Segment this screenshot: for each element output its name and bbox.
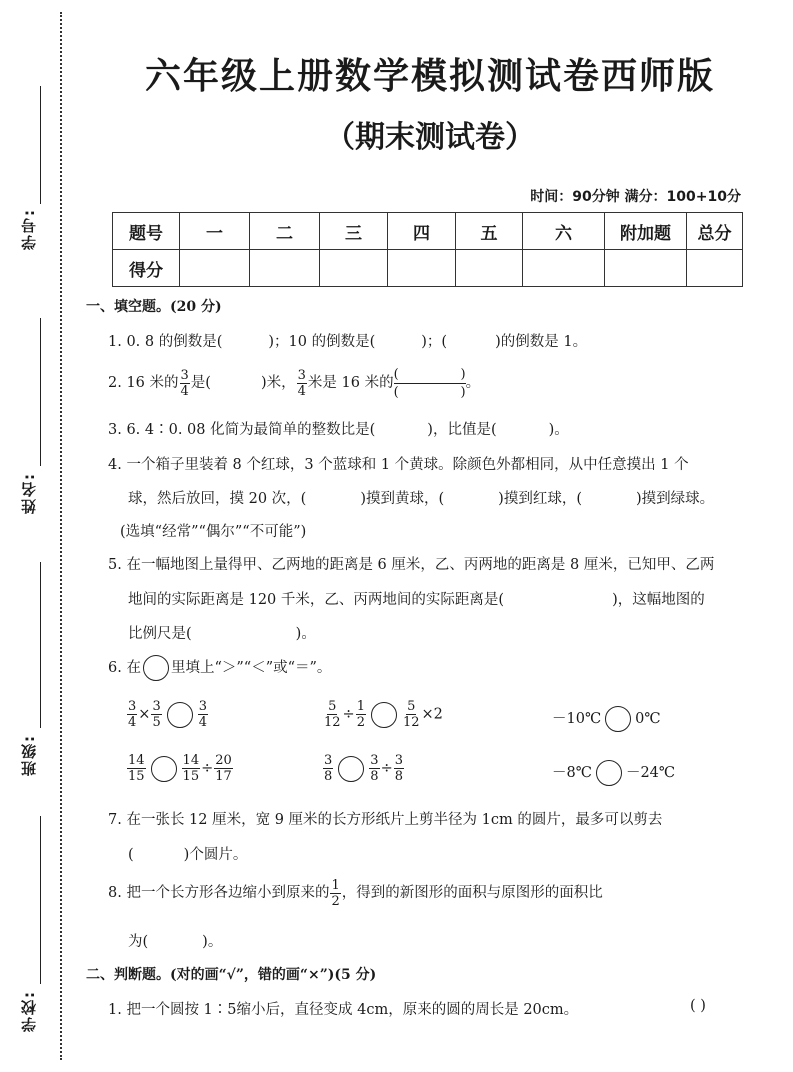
score-cell-5: 五 (456, 213, 523, 250)
q4-text-b: )摸到黄球，( (360, 491, 445, 507)
score-cell-bonus: 附加题 (605, 213, 687, 250)
score-input[interactable] (180, 250, 250, 287)
question-2 (108, 366, 480, 400)
question-5-line-1: 5. 在一幅地图上量得甲、乙两地的距离是 6 厘米，乙、丙两地的距离是 8 厘米，已知甲、乙两 (108, 557, 715, 573)
q8-text-d: )。 (202, 934, 223, 950)
score-cell-3: 三 (320, 213, 388, 250)
fraction: $\frac{1}{2}$ (331, 877, 340, 909)
q2-fraction-blank[interactable]: ( ) ( ) (393, 366, 466, 400)
score-row-label: 得分 (113, 250, 180, 287)
score-input[interactable] (605, 250, 687, 287)
compare-circle-input[interactable] (596, 760, 622, 786)
q1-text-b: )；10 的倒数是( (268, 334, 376, 350)
question-7-line-2 (128, 843, 247, 864)
score-input[interactable] (388, 250, 456, 287)
q6-item-1: $\frac{3}{4}$ × $\frac{3}{5}$ $\frac{3}{4}$ (128, 699, 207, 730)
question-6 (108, 654, 331, 682)
q8-text-a: 8. 把一个长方形各边缩小到原来的 (108, 885, 330, 901)
name-line[interactable] (40, 318, 41, 466)
compare-circle-input[interactable] (371, 702, 397, 728)
student-id-line[interactable] (40, 86, 41, 204)
name-label: 姓名: (20, 472, 38, 514)
score-cell-label: 题号 (113, 213, 180, 250)
score-cell-1: 一 (180, 213, 250, 250)
compare-circle-input[interactable] (167, 702, 193, 728)
score-cell-total: 总分 (687, 213, 743, 250)
score-input[interactable] (250, 250, 320, 287)
q1-text-c: )；( (421, 334, 448, 350)
q2-text-e: 米是 16 米的 (307, 375, 394, 391)
circle-icon (143, 655, 169, 681)
q4-text-c: )摸到红球，( (498, 491, 582, 507)
q1-text-d: )的倒数是 1。 (495, 334, 588, 350)
q8-text-c: 为( (128, 934, 149, 950)
page-title: 六年级上册数学模拟测试卷西师版 (144, 56, 715, 97)
q5-text-a: 地间的实际距离是 120 千米，乙、丙两地间的实际距离是( (128, 592, 505, 608)
score-cell-6: 六 (523, 213, 605, 250)
q5-text-b: )，这幅地图的 (612, 592, 705, 608)
score-table (112, 212, 743, 287)
q2-text-b: 是( (190, 375, 211, 391)
page-subtitle: （期末测试卷） (325, 120, 535, 155)
score-cell-4: 四 (388, 213, 456, 250)
q7-text-a: ( (128, 847, 134, 863)
question-5-line-3 (128, 622, 316, 643)
q6-item-6: －8℃ －24℃ (552, 760, 675, 786)
q7-text-b: )个圆片。 (183, 847, 248, 863)
question-4-line-3: (选填“经常”“偶尔”“不可能”) (120, 524, 307, 540)
school-label: 学校: (20, 990, 38, 1032)
q8-text-b: ，得到的新图形的面积与原图形的面积比 (341, 885, 603, 901)
compare-circle-input[interactable] (151, 756, 177, 782)
q4-text-a: 球，然后放回，摸 20 次，( (128, 491, 307, 507)
q4-text-d: )摸到绿球。 (635, 491, 715, 507)
q5-text-c: 比例尺是( (128, 626, 192, 642)
score-table-header-row (113, 213, 743, 250)
student-id-label: 学号: (20, 208, 38, 250)
q3-text-b: )，比值是( (427, 422, 497, 438)
q6-item-2: $\frac{5}{12}$ ÷ $\frac{1}{2}$ $\frac{5}{12}$ ×2 (324, 699, 443, 730)
q2-text-f: 。 (465, 375, 481, 391)
section2-question-1: 1. 把一个圆按 1∶5缩小后，直径变成 4cm，原来的圆的周长是 20cm。 (108, 1002, 579, 1018)
question-1 (108, 330, 587, 351)
section2-heading: 二、判断题。(对的画“√”，错的画“×”)(5 分) (86, 967, 377, 983)
question-4-line-2 (128, 487, 714, 508)
section1-heading: 一、填空题。(20 分) (86, 299, 222, 315)
q1-text-a: 1. 0. 8 的倒数是( (108, 334, 223, 350)
score-cell-2: 二 (250, 213, 320, 250)
q6-item-4: $\frac{14}{15}$ $\frac{14}{15}$ ÷ $\frac{20}{17}$ (128, 753, 232, 784)
class-label: 班级: (20, 734, 38, 776)
question-3 (108, 418, 569, 439)
class-line[interactable] (40, 562, 41, 728)
section2-q1-answer-paren[interactable]: ( ) (690, 998, 706, 1014)
q6-text-a: 6. 在 (108, 660, 141, 676)
q6-item-5: $\frac{3}{8}$ $\frac{3}{8}$ ÷ $\frac{3}{8}$ (324, 753, 403, 784)
score-input[interactable] (320, 250, 388, 287)
score-input[interactable] (687, 250, 743, 287)
question-8-line-2 (128, 930, 222, 951)
q2-text-a: 2. 16 米的 (108, 375, 179, 391)
score-input[interactable] (456, 250, 523, 287)
score-table-score-row (113, 250, 743, 287)
q3-text-a: 3. 6. 4∶0. 08 化简为最简单的整数比是( (108, 422, 376, 438)
question-7-line-1: 7. 在一张长 12 厘米，宽 9 厘米的长方形纸片上剪半径为 1cm 的圆片，最多可以剪去 (108, 812, 663, 828)
question-8-line-1 (108, 876, 603, 910)
time-info: 时间：90分钟 满分：100+10分 (530, 189, 741, 205)
q6-item-3: －10℃ 0℃ (552, 706, 661, 732)
q5-text-d: )。 (295, 626, 316, 642)
q2-text-c: )米， (260, 375, 296, 391)
school-line[interactable] (40, 816, 41, 984)
q3-text-c: )。 (548, 422, 569, 438)
compare-circle-input[interactable] (338, 756, 364, 782)
binding-dotted-line (60, 12, 62, 1060)
score-input[interactable] (523, 250, 605, 287)
question-5-line-2 (128, 588, 705, 609)
compare-circle-input[interactable] (605, 706, 631, 732)
fraction: $\frac{3}{4}$ (297, 367, 306, 399)
q6-text-b: 里填上“＞”“＜”或“＝”。 (170, 660, 332, 676)
fraction: $\frac{3}{4}$ (180, 367, 189, 399)
question-4-line-1: 4. 一个箱子里装着 8 个红球，3 个蓝球和 1 个黄球。除颜色外都相同，从中任意摸出 1 个 (108, 457, 689, 473)
